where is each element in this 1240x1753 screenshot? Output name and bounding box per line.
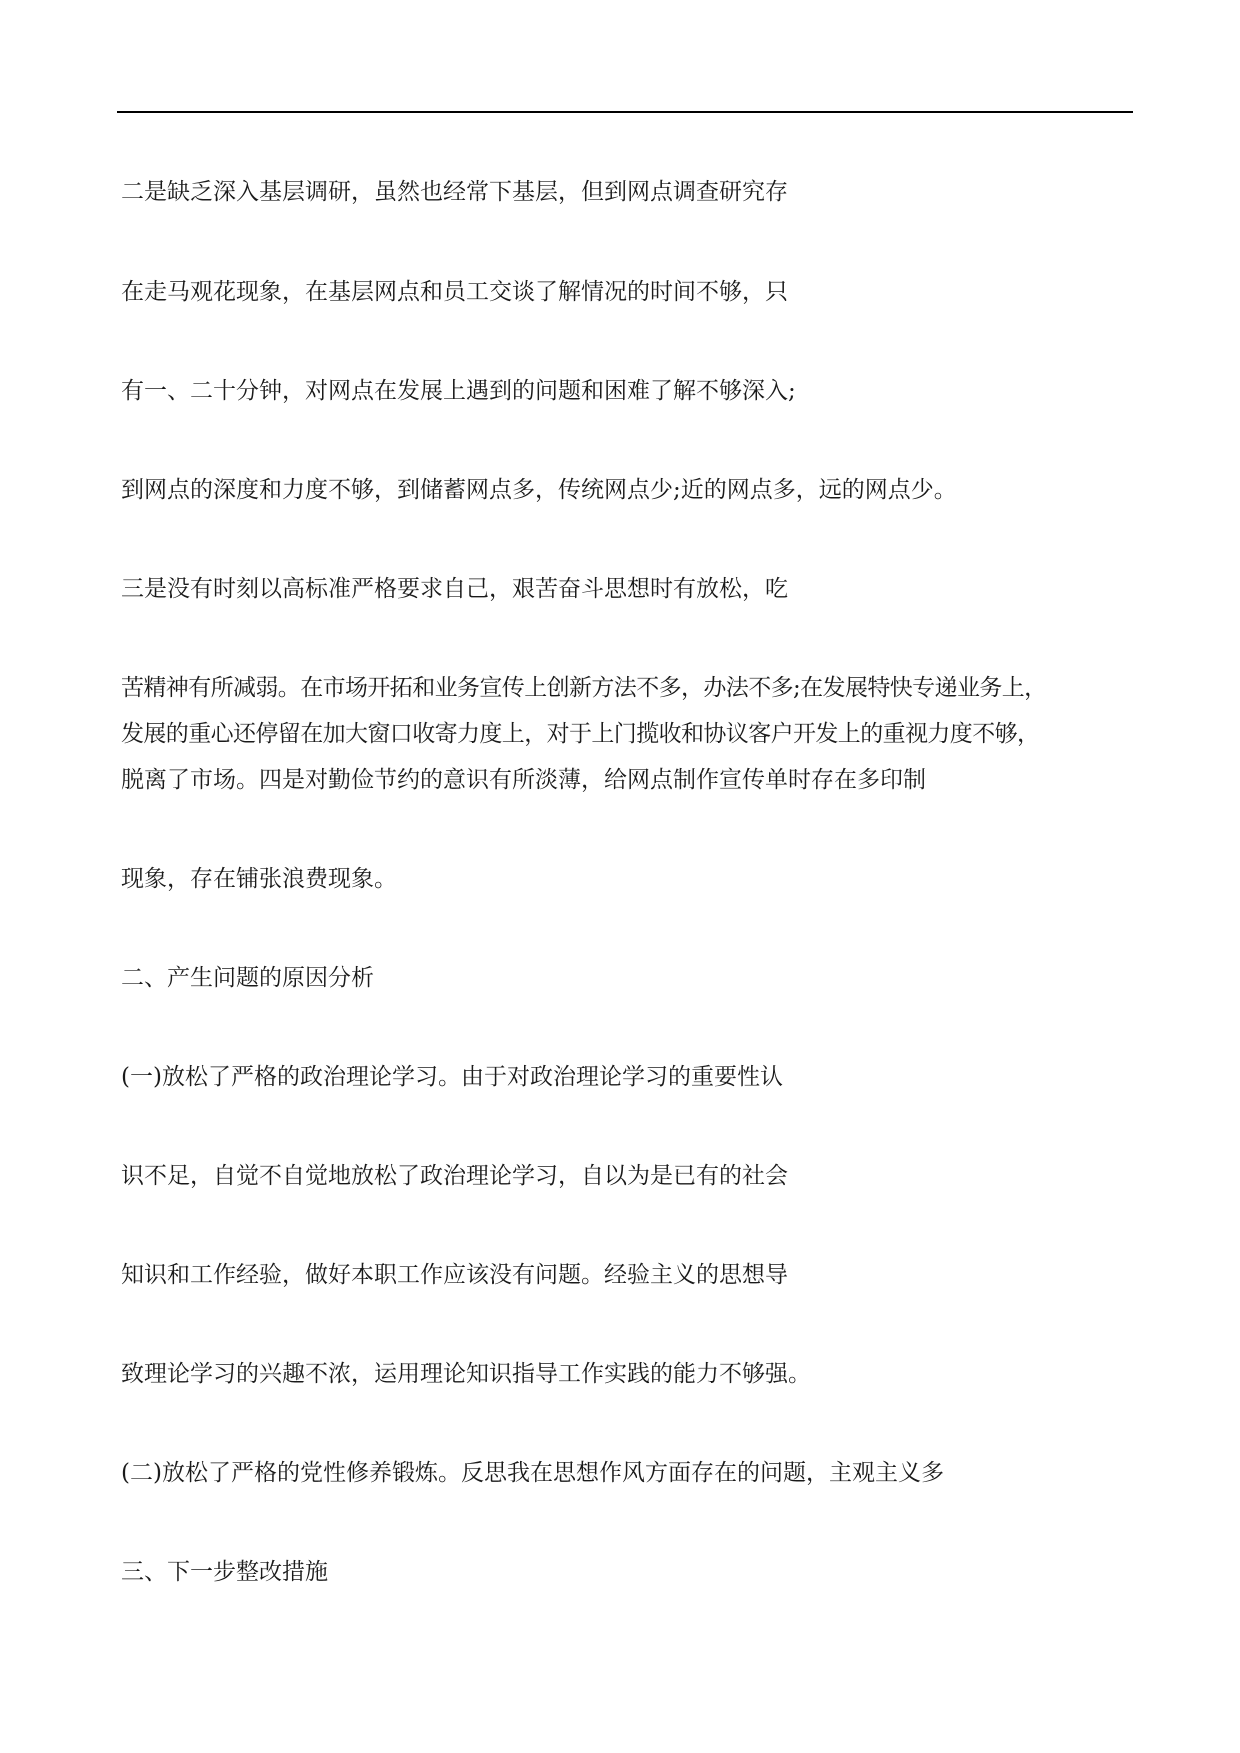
body-line-5: 三是没有时刻以高标准严格要求自己，艰苦奋斗思想时有放松，吃: [121, 576, 788, 602]
body-line-11: (一)放松了严格的政治理论学习。由于对政治理论学习的重要性认: [121, 1064, 783, 1090]
body-line-9: 现象，存在铺张浪费现象。: [121, 866, 397, 892]
body-line-13: 知识和工作经验，做好本职工作应该没有问题。经验主义的思想导: [121, 1262, 788, 1288]
body-line-15: (二)放松了严格的党性修养锻炼。反思我在思想作风方面存在的问题，主观主义多: [121, 1460, 944, 1486]
body-line-12: 识不足，自觉不自觉地放松了政治理论学习，自以为是已有的社会: [121, 1163, 788, 1189]
section-heading-3: 三、下一步整改措施: [121, 1559, 328, 1585]
body-line-6: 苦精神有所减弱。在市场开拓和业务宣传上创新方法不多，办法不多;在发展特快专递业务上，: [121, 675, 1047, 701]
body-line-7: 发展的重心还停留在加大窗口收寄力度上，对于上门揽收和协议客户开发上的重视力度不够，: [121, 721, 1040, 747]
body-line-3: 有一、二十分钟，对网点在发展上遇到的问题和困难了解不够深入;: [121, 378, 796, 404]
body-line-8: 脱离了市场。四是对勤俭节约的意识有所淡薄，给网点制作宣传单时存在多印制: [121, 767, 926, 793]
body-line-2: 在走马观花现象，在基层网点和员工交谈了解情况的时间不够，只: [121, 279, 788, 305]
header-rule: [117, 111, 1133, 113]
section-heading-2: 二、产生问题的原因分析: [121, 965, 374, 991]
body-line-4: 到网点的深度和力度不够，到储蓄网点多，传统网点少;近的网点多，远的网点少。: [121, 477, 957, 503]
body-line-1: 二是缺乏深入基层调研，虽然也经常下基层，但到网点调查研究存: [121, 179, 788, 205]
body-line-14: 致理论学习的兴趣不浓，运用理论知识指导工作实践的能力不够强。: [121, 1361, 811, 1387]
